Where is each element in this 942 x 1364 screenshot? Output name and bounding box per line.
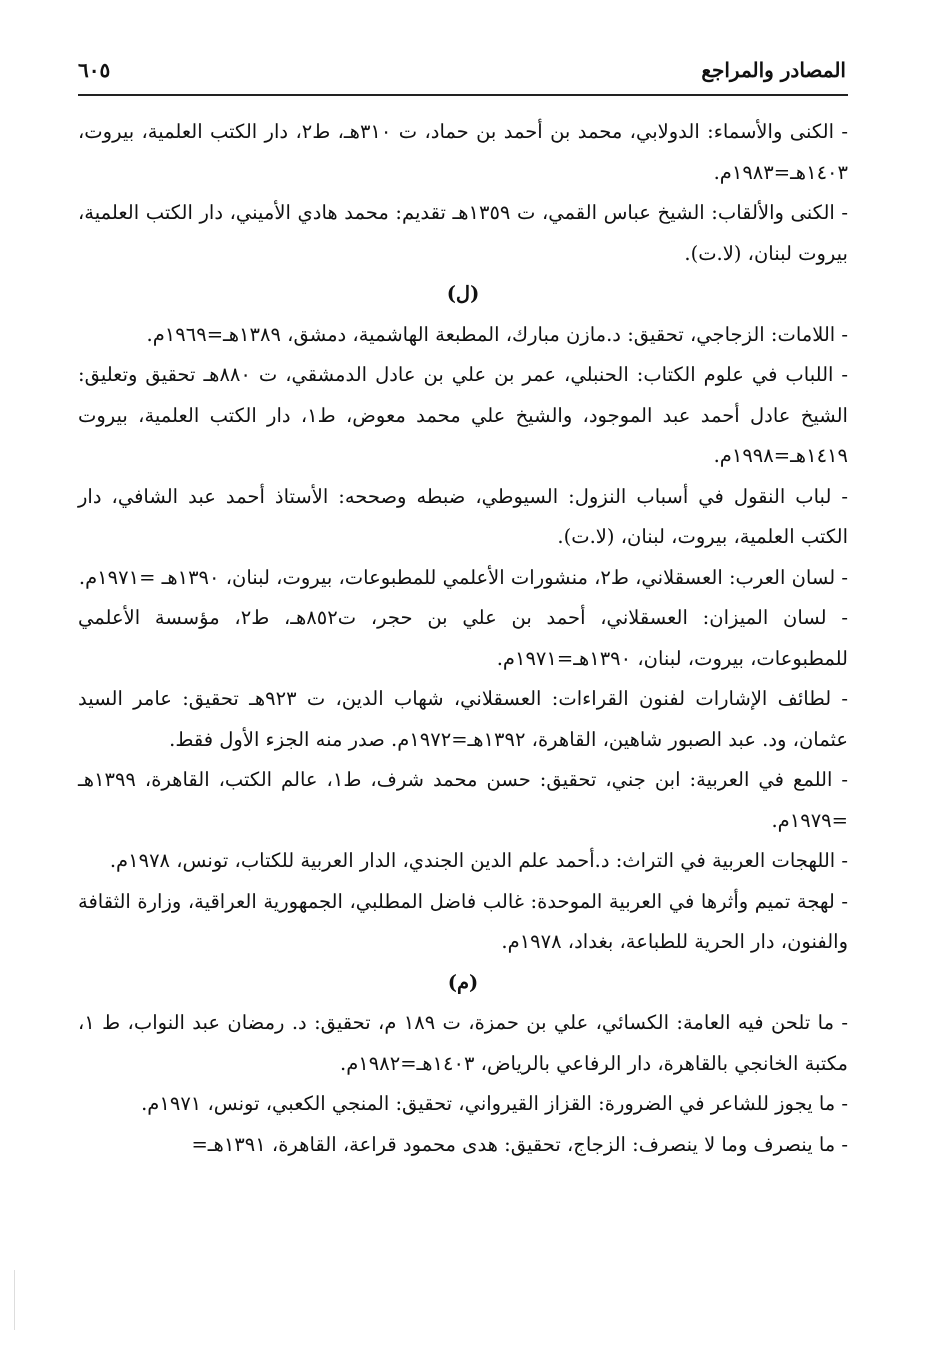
- bibliography-entry: - ما ينصرف وما لا ينصرف: الزجاج، تحقيق: هدى محمود قراعة، القاهرة، ١٣٩١هـ=: [191, 1132, 848, 1156]
- bibliography-entry: - لباب النقول في أسباب النزول: السيوطي، ضبطه وصححه: الأستاذ أحمد عبد الشافي، دار الكتب العلمية، بيروت، لبنان، (لا.ت).: [78, 484, 848, 548]
- section-heading-lam: (ل): [446, 282, 480, 305]
- bibliography-entry: - لسان العرب: العسقلاني، ط٢، منشورات الأعلمي للمطبوعات، بيروت، لبنان، ١٣٩٠هـ =١٩٧١م.: [78, 565, 848, 589]
- bibliography-list: [78, 112, 848, 1165]
- page-number: ٦٠٥: [78, 58, 111, 82]
- bibliography-entry: - لهجة تميم وأثرها في العربية الموحدة: غالب فاضل المطلبي، الجمهورية العراقية، وزارة الثقافة والفنون، دار الحرية للطباعة، بغداد، ١٩٧٨م.: [78, 889, 848, 953]
- bibliography-entry: - لسان الميزان: العسقلاني، أحمد بن علي بن حجر، ت٨٥٢هـ، ط٢، مؤسسة الأعلمي للمطبوعات، بيروت، لبنان، ١٣٩٠هـ=١٩٧١م.: [78, 606, 848, 670]
- scan-margin-mark: [14, 1270, 15, 1330]
- bibliography-entry: - اللامات: الزجاجي، تحقيق: د.مازن مبارك، المطبعة الهاشمية، دمشق، ١٣٨٩هـ=١٩٦٩م.: [146, 322, 848, 346]
- page-header: [78, 58, 846, 92]
- bibliography-entry: - الكنى والأسماء: الدولابي، محمد بن أحمد بن حماد، ت ٣١٠هـ، ط٢، دار الكتب العلمية، بيروت، ١٤٠٣هـ=١٩٨٣م.: [78, 120, 848, 184]
- bibliography-entry: - اللباب في علوم الكتاب: الحنبلي، عمر بن علي بن عادل الدمشقي، ت ٨٨٠هـ تحقيق وتعليق: الشيخ عادل أحمد عبد الموجود، والشيخ علي محمد معوض، ط١، دار الكتب العلمية، بيروت ١٤١٩هـ=١٩٩٨م.: [78, 363, 849, 467]
- header-rule: [78, 94, 848, 96]
- section-heading-mim: (م): [447, 970, 479, 994]
- bibliography-entry: - لطائف الإشارات لفنون القراءات: العسقلاني، شهاب الدين، ت ٩٢٣هـ تحقيق: عامر السيد عثمان، ود. عبد الصبور شاهين، القاهرة، ١٣٩٢هـ=١٩٧٢م. صدر منه الجزء الأول فقط.: [78, 687, 849, 751]
- bibliography-entry: - اللهجات العربية في التراث: د.أحمد علم الدين الجندي، الدار العربية للكتاب، تونس، ١٩٧٨م.: [109, 849, 848, 872]
- bibliography-entry: - الكنى والألقاب: الشيخ عباس القمي، ت ١٣٥٩هـ تقديم: محمد هادي الأميني، دار الكتب العلمية، بيروت لبنان، (لا.ت).: [78, 201, 848, 265]
- bibliography-entry: - اللمع في العربية: ابن جني، تحقيق: حسن محمد شرف، ط١، عالم الكتب، القاهرة، ١٣٩٩هـ =١٩٧٩م.: [78, 768, 848, 832]
- bibliography-entry: - ما يجوز للشاعر في الضرورة: القزاز القيرواني، تحقيق: المنجي الكعبي، تونس، ١٩٧١م.: [141, 1092, 848, 1115]
- bibliography-entry: - ما تلحن فيه العامة: الكسائي، علي بن حمزة، ت ١٨٩ م، تحقيق: د. رمضان عبد النواب، ط ١، مكتبة الخانجي بالقاهرة، دار الرفاعي بالرياض، ١٤٠٣هـ=١٩٨٢م.: [78, 1011, 848, 1075]
- running-title: المصادر والمراجع: [701, 58, 846, 82]
